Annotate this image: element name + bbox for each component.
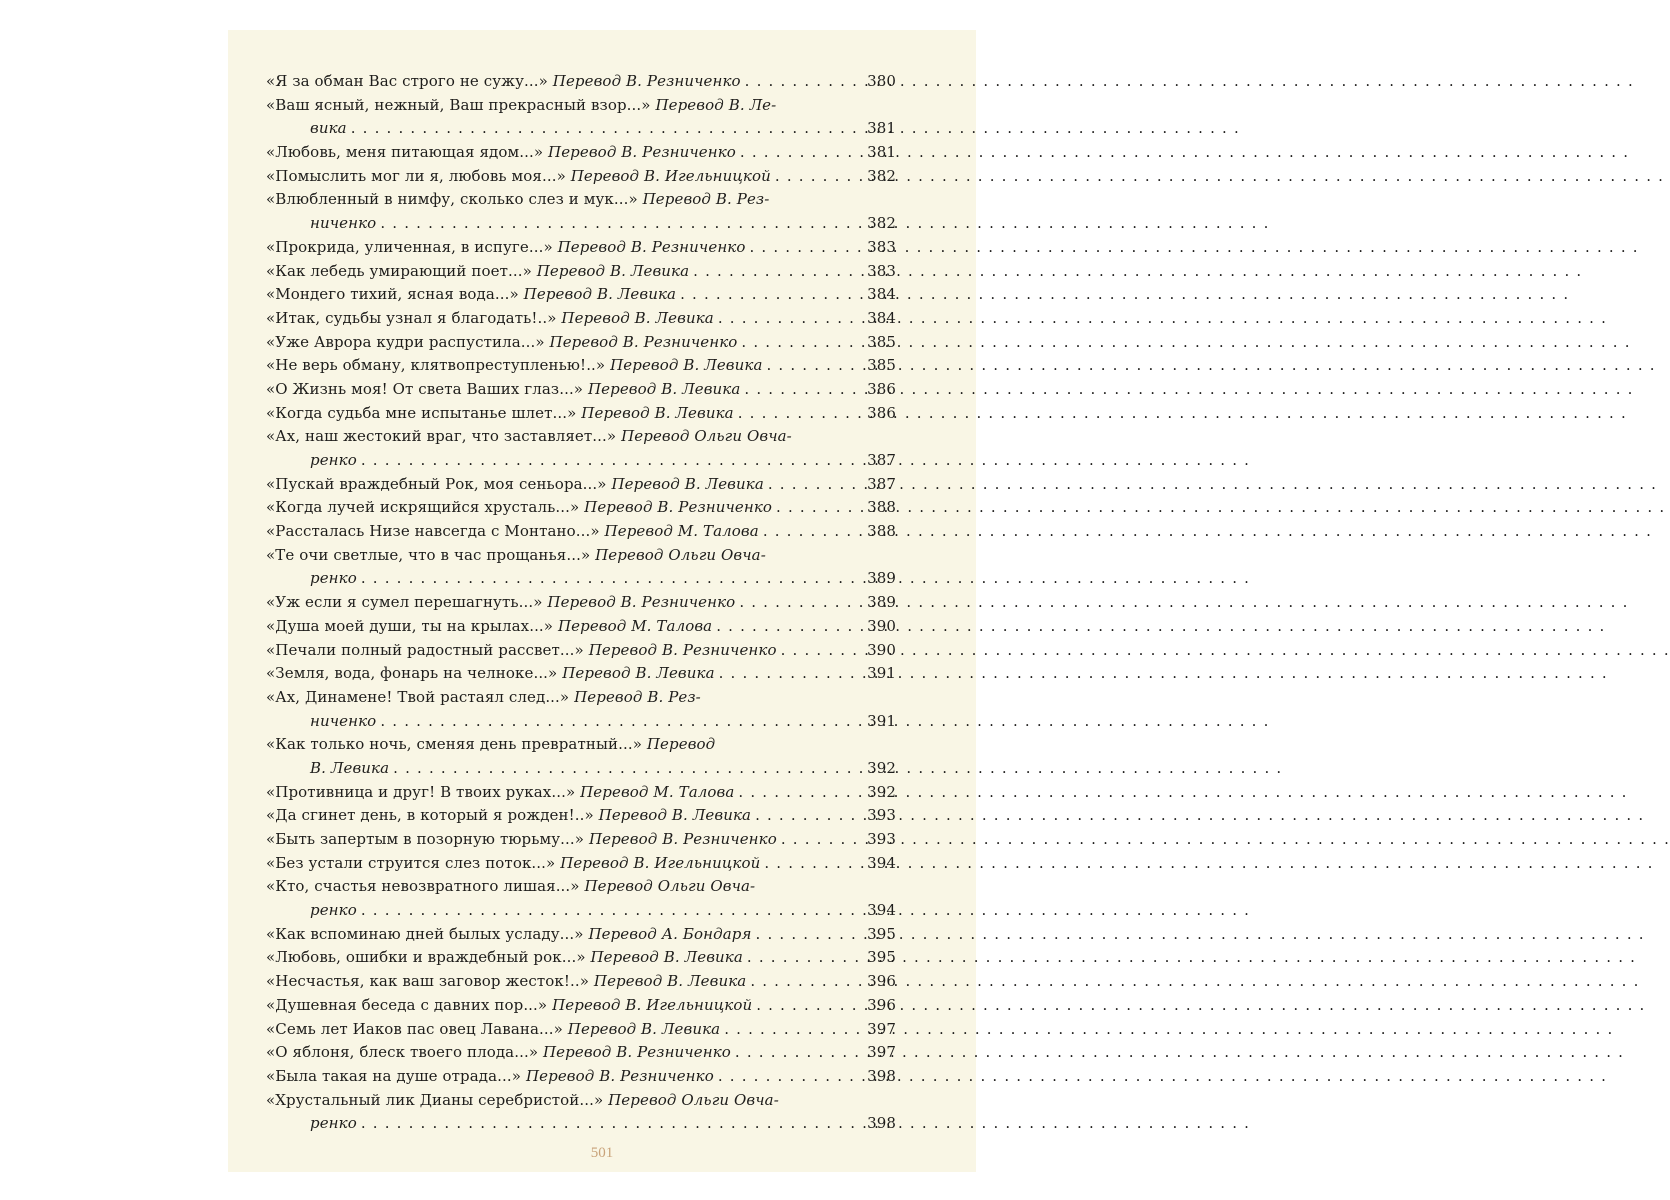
poem-title: «Быть запертым в позорную тюрьму...» (266, 830, 585, 848)
dot-leader (347, 117, 866, 141)
toc-entry (266, 804, 896, 828)
translator-credit: Перевод В. Левика (561, 308, 714, 327)
page-ref: 392 (867, 758, 896, 777)
toc-entry-continuation (266, 117, 896, 141)
toc-entry (266, 544, 896, 591)
page-ref: 386 (867, 403, 896, 422)
translator-credit: Перевод В. Резниченко (588, 830, 777, 848)
dot-leader (743, 946, 866, 970)
toc-entry-line (266, 852, 896, 876)
translator-credit: Перевод В. Резниченко (584, 498, 773, 517)
translator-credit: Перевод В. Левика (536, 261, 690, 280)
page-ref: 390 (867, 640, 896, 659)
translator-credit-continued: вика (310, 119, 347, 138)
toc-entry (266, 970, 896, 994)
page-ref: 391 (867, 711, 896, 730)
book-page (228, 30, 976, 1172)
toc-entry-line (266, 875, 896, 899)
page-ref: 380 (867, 72, 896, 90)
dot-leader (357, 567, 866, 591)
toc-entry-line (266, 828, 896, 852)
toc-entry (266, 425, 896, 472)
translator-credit: Перевод М. Талова (604, 522, 759, 541)
page-ref: 390 (867, 616, 896, 635)
page-ref: 398 (867, 1114, 896, 1133)
poem-title: «Как вспоминаю дней былых усладу...» (266, 924, 584, 943)
toc-entry (266, 733, 896, 780)
page-ref: 393 (867, 830, 896, 848)
translator-credit: Перевод Ольги Овча- (584, 877, 756, 896)
translator-credit: Перевод В. Левика (598, 806, 752, 825)
dot-leader (737, 331, 866, 355)
toc-entry-line (266, 1065, 896, 1089)
toc-entry-line (266, 260, 896, 284)
poem-title: «Когда судьба мне испытанье шлет...» (266, 403, 577, 422)
dot-leader (746, 236, 867, 260)
translator-credit: Перевод В. Рез- (642, 190, 770, 209)
toc-entry-line (266, 496, 896, 520)
translator-credit: Перевод В. Левика (611, 474, 764, 493)
toc-entry (266, 165, 896, 189)
dot-leader (735, 591, 866, 615)
toc-entry (266, 591, 896, 615)
page-ref: 389 (867, 569, 896, 588)
toc-entry (266, 1041, 896, 1065)
dot-leader (734, 402, 866, 426)
toc-entry-line (266, 354, 896, 378)
dot-leader (760, 852, 866, 876)
toc-entry (266, 283, 896, 307)
toc-entry-continuation (266, 757, 896, 781)
dot-leader (715, 662, 866, 686)
toc-entry (266, 994, 896, 1018)
dot-leader (752, 923, 866, 947)
poem-title: «Мондего тихий, ясная вода...» (266, 285, 519, 304)
toc-entry (266, 354, 896, 378)
poem-title: «О яблоня, блеск твоего плода...» (266, 1043, 539, 1062)
poem-title: «Да сгинет день, в который я рожден!..» (266, 806, 594, 825)
translator-credit: Перевод В. Левика (581, 403, 734, 422)
poem-title: «Не верь обману, клятвопреступленью!..» (266, 356, 606, 375)
dot-leader (752, 994, 866, 1018)
page-ref: 386 (867, 379, 896, 398)
translator-credit: Перевод В. Резниченко (557, 237, 746, 256)
translator-credit: Перевод В. Левика (593, 972, 747, 991)
dot-leader (734, 781, 866, 805)
page-ref: 384 (867, 285, 896, 304)
toc-entry-line (266, 141, 896, 165)
page-ref: 393 (867, 806, 896, 825)
dot-leader (357, 1112, 866, 1136)
toc-entry (266, 1089, 896, 1136)
translator-credit: Перевод В. Левика (610, 356, 763, 375)
page-ref: 382 (867, 214, 896, 233)
page-ref: 391 (867, 664, 896, 683)
translator-credit: Перевод Ольги Овча- (608, 1090, 779, 1109)
toc-entry-line (266, 733, 896, 757)
toc-entry-line (266, 1041, 896, 1065)
toc-entry (266, 686, 896, 733)
translator-credit: Перевод В. Резниченко (588, 640, 777, 659)
toc-entry-line (266, 378, 896, 402)
dot-leader (741, 70, 866, 94)
page-ref: 395 (867, 924, 896, 943)
toc-entry-line (266, 662, 896, 686)
dot-leader (720, 1018, 866, 1042)
toc-entry-line (266, 307, 896, 331)
dot-leader (731, 1041, 866, 1065)
poem-title: «Я за обман Вас строго не сужу...» (266, 72, 548, 90)
poem-title: «Ваш ясный, нежный, Ваш прекрасный взор...» (266, 95, 651, 114)
toc-entry-line (266, 520, 896, 544)
page-ref: 383 (867, 237, 896, 256)
toc-entry-line (266, 591, 896, 615)
page-ref: 387 (867, 451, 896, 469)
toc-entry-line (266, 165, 896, 189)
page-ref: 394 (867, 901, 896, 920)
dot-leader (714, 1065, 866, 1089)
translator-credit: Перевод В. Рез- (574, 687, 701, 706)
toc-entry (266, 781, 896, 805)
page-ref: 385 (867, 356, 896, 375)
translator-credit: Перевод В. Резниченко (552, 72, 741, 90)
translator-credit: Перевод (646, 735, 716, 754)
page-ref: 396 (867, 995, 896, 1014)
translator-credit-continued: ниченко (310, 214, 377, 233)
page-ref: 382 (867, 166, 896, 185)
poem-title: «Рассталась Низе навсегда с Монтано...» (266, 522, 600, 541)
translator-credit: Перевод М. Талова (580, 782, 735, 801)
translator-credit: Перевод В. Резниченко (542, 1043, 731, 1062)
toc-entry (266, 402, 896, 426)
poem-title: «Душа моей души, ты на крылах...» (266, 616, 554, 635)
dot-leader (389, 757, 866, 781)
poem-title: «Итак, судьбы узнал я благодать!..» (266, 308, 557, 327)
poem-title: «Без устали струится слез поток...» (266, 853, 556, 872)
poem-title: «Земля, вода, фонарь на челноке...» (266, 664, 558, 683)
toc-entry-line (266, 94, 896, 118)
page-ref: 396 (867, 972, 896, 991)
toc-entry-line (266, 686, 896, 710)
translator-credit: Перевод В. Игельницкой (570, 166, 771, 185)
translator-credit: Перевод В. Игельницкой (552, 995, 753, 1014)
toc-entry (266, 331, 896, 355)
translator-credit-continued: ренко (310, 1114, 357, 1133)
translator-credit: Перевод В. Левика (562, 664, 715, 683)
dot-leader (736, 141, 866, 165)
toc-entry-line (266, 923, 896, 947)
poem-title: «Любовь, меня питающая ядом...» (266, 143, 544, 162)
toc-entry (266, 615, 896, 639)
page-ref: 383 (867, 261, 896, 280)
poem-title: «Прокрида, уличенная, в испуге...» (266, 237, 553, 256)
dot-leader (376, 212, 866, 236)
toc-entry-line (266, 425, 896, 449)
poem-title: «Противница и друг! В твоих руках...» (266, 782, 576, 801)
translator-credit: Перевод В. Резниченко (548, 143, 736, 162)
toc-entry (266, 923, 896, 947)
dot-leader (777, 828, 866, 852)
poem-title: «Была такая на душе отрада...» (266, 1066, 522, 1085)
translator-credit: Перевод Ольги Овча- (595, 545, 766, 564)
page-ref: 395 (867, 948, 896, 967)
page-ref: 392 (867, 782, 896, 801)
dot-leader (357, 449, 866, 473)
poem-title: «Душевная беседа с давних пор...» (266, 995, 548, 1014)
translator-credit-continued: ренко (310, 451, 357, 469)
toc-entry-line (266, 1018, 896, 1042)
poem-title: «Пускай враждебный Рок, моя сеньора...» (266, 474, 607, 493)
dot-leader (772, 496, 866, 520)
toc-entry (266, 94, 896, 141)
dot-leader (689, 260, 866, 284)
dot-leader (763, 354, 867, 378)
toc-entry (266, 662, 896, 686)
poem-title: «Кто, счастья невозвратного лишая...» (266, 877, 580, 896)
toc-entry-line (266, 781, 896, 805)
poem-title: «Любовь, ошибки и враждебный рок...» (266, 948, 586, 967)
page-ref: 388 (867, 522, 896, 541)
translator-credit: Перевод В. Левика (590, 948, 743, 967)
translator-credit: Перевод В. Левика (567, 1019, 721, 1038)
page-ref: 397 (867, 1043, 896, 1062)
toc-entry (266, 946, 896, 970)
poem-title: «Ах, наш жестокий враг, что заставляет...» (266, 427, 617, 446)
page-number: 501 (590, 1145, 614, 1161)
page-ref: 388 (867, 498, 896, 517)
toc-entry-line (266, 970, 896, 994)
translator-credit: Перевод М. Талова (557, 616, 713, 635)
toc-entry (266, 875, 896, 922)
toc-entry-line (266, 402, 896, 426)
translator-credit-continued: ренко (310, 901, 357, 920)
dot-leader (712, 615, 866, 639)
dot-leader (764, 473, 866, 497)
toc-entry (266, 188, 896, 235)
poem-title: «Те очи светлые, что в час прощанья...» (266, 545, 591, 564)
translator-credit-continued: ренко (310, 569, 357, 588)
toc-entry-line (266, 283, 896, 307)
toc-entry-line (266, 544, 896, 568)
toc-entry-line (266, 946, 896, 970)
toc-entry-continuation (266, 212, 896, 236)
page-ref: 381 (867, 119, 896, 138)
toc-entry-continuation (266, 899, 896, 923)
dot-leader (676, 283, 866, 307)
toc-entry-line (266, 70, 896, 94)
toc-entry (266, 1018, 896, 1042)
toc-entry-line (266, 1089, 896, 1113)
toc-entry (266, 307, 896, 331)
toc-entry (266, 520, 896, 544)
dot-leader (376, 710, 866, 734)
toc-entry (266, 496, 896, 520)
translator-credit: Перевод В. Ле- (655, 95, 777, 114)
dot-leader (759, 520, 866, 544)
dot-leader (714, 307, 866, 331)
translator-credit: Перевод В. Резниченко (549, 332, 738, 351)
toc-entry (266, 1065, 896, 1089)
toc-entry-line (266, 994, 896, 1018)
poem-title: «Ах, Динамене! Твой растаял след...» (266, 687, 570, 706)
poem-title: «Хрустальный лик Дианы серебристой...» (266, 1090, 604, 1109)
poem-title: «Как только ночь, сменяя день превратный...» (266, 735, 642, 754)
poem-title: «Печали полный радостный рассвет...» (266, 640, 584, 659)
toc-entry-line (266, 331, 896, 355)
toc-entry-continuation (266, 710, 896, 734)
toc-entry-line (266, 639, 896, 663)
toc-entry (266, 639, 896, 663)
toc-entry (266, 473, 896, 497)
poem-title: «Влюбленный в нимфу, сколько слез и мук...» (266, 190, 638, 209)
toc-entry (266, 852, 896, 876)
translator-credit-continued: ниченко (310, 711, 377, 730)
translator-credit: Перевод А. Бондаря (588, 924, 752, 943)
toc-entry-continuation (266, 449, 896, 473)
page-ref: 385 (867, 332, 896, 351)
poem-title: «Семь лет Иаков пас овец Лавана...» (266, 1019, 563, 1038)
page-ref: 394 (867, 853, 896, 872)
toc-entry-line (266, 473, 896, 497)
toc-entry (266, 828, 896, 852)
translator-credit: Перевод В. Левика (523, 285, 677, 304)
poem-title: «Как лебедь умирающий поет...» (266, 261, 532, 280)
toc-entry (266, 378, 896, 402)
dot-leader (740, 378, 866, 402)
dot-leader (357, 899, 866, 923)
toc-entry (266, 70, 896, 94)
translator-credit: Перевод В. Резниченко (525, 1066, 714, 1085)
poem-title: «Помыслить мог ли я, любовь моя...» (266, 166, 566, 185)
translator-credit-continued: В. Левика (310, 758, 390, 777)
poem-title: «О Жизнь моя! От света Ваших глаз...» (266, 379, 584, 398)
toc-entry-continuation (266, 567, 896, 591)
translator-credit: Перевод В. Левика (587, 379, 741, 398)
page-ref: 389 (867, 593, 896, 612)
toc-entry-line (266, 615, 896, 639)
page-ref: 397 (867, 1019, 896, 1038)
toc-entry-line (266, 236, 896, 260)
dot-leader (746, 970, 866, 994)
poem-title: «Несчастья, как ваш заговор жесток!..» (266, 972, 590, 991)
toc-entry-line (266, 188, 896, 212)
toc-entry-line (266, 804, 896, 828)
poem-title: «Уж если я сумел перешагнуть...» (266, 593, 543, 612)
page-ref: 381 (867, 143, 896, 162)
toc-entry (266, 141, 896, 165)
dot-leader (777, 639, 866, 663)
toc-entry-continuation (266, 1112, 896, 1136)
dot-leader (751, 804, 866, 828)
translator-credit: Перевод В. Резниченко (547, 593, 736, 612)
table-of-contents (266, 70, 896, 1136)
page-ref: 398 (867, 1066, 896, 1085)
poem-title: «Уже Аврора кудри распустила...» (266, 332, 545, 351)
page-ref: 387 (867, 474, 896, 493)
translator-credit: Перевод Ольги Овча- (621, 427, 792, 446)
toc-entry (266, 236, 896, 260)
translator-credit: Перевод В. Игельницкой (560, 853, 761, 872)
page-ref: 384 (867, 308, 896, 327)
poem-title: «Когда лучей искрящийся хрусталь...» (266, 498, 580, 517)
dot-leader (771, 165, 866, 189)
toc-entry (266, 260, 896, 284)
